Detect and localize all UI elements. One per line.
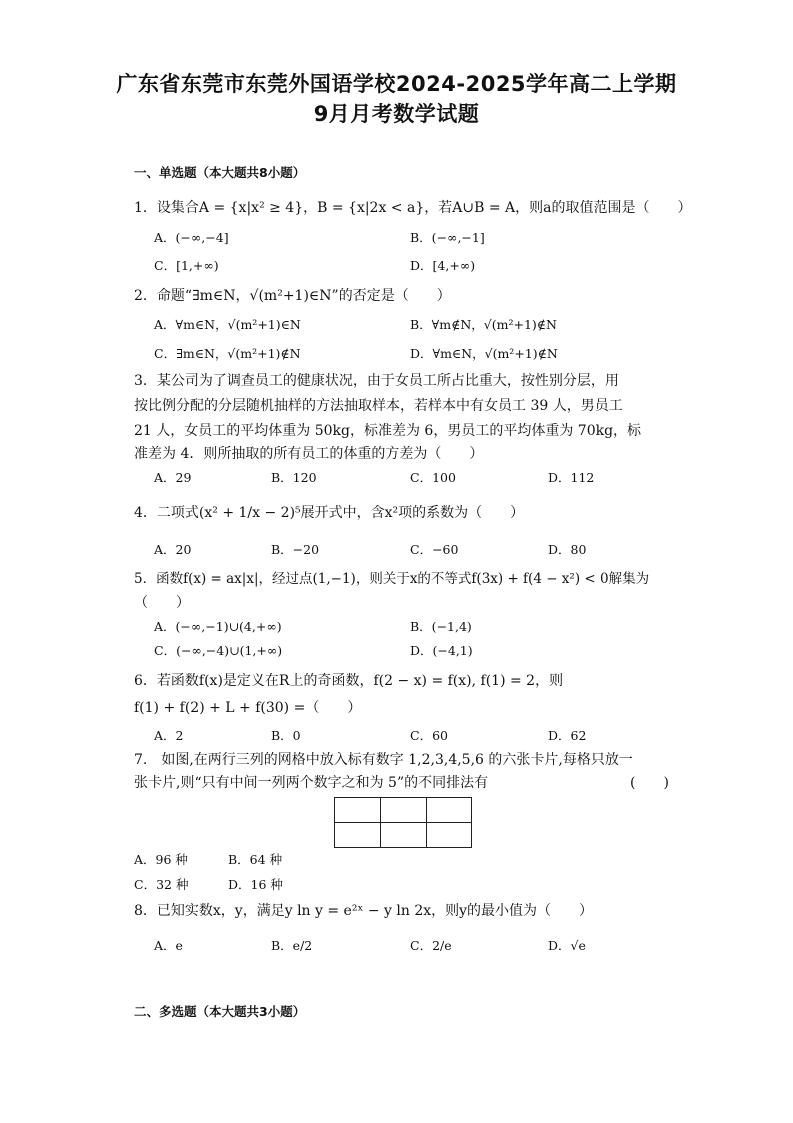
question-7-option-a: A．96 种: [134, 852, 188, 867]
question-7-option-c: C．32 种: [134, 877, 189, 892]
question-3-stem-line-3: 21 人，女员工的平均体重为 50kg，标准差为 6，男员工的平均体重为 70kg，标: [134, 423, 642, 439]
question-6-option-b: B．0: [271, 728, 301, 743]
question-3-option-b: B．120: [271, 470, 317, 485]
question-1-option-a: A．(−∞,−4]: [154, 230, 229, 245]
document-title-line-2: 9月月考数学试题: [313, 102, 480, 126]
two-by-three-grid-figure: [334, 797, 472, 848]
question-4-option-c: C．−60: [410, 542, 459, 557]
question-5-stem-line-2: （ ）: [134, 595, 190, 611]
question-7-answer-paren: ( ): [630, 775, 669, 791]
question-8-option-a: A．e: [154, 938, 183, 953]
question-6-option-a: A．2: [154, 728, 184, 743]
question-2-option-b: B．∀m∉N，√(m²+1)∉N: [410, 317, 557, 332]
question-1-stem: 1．设集合A = {x|x² ≥ 4}，B = {x|2x < a}，若A∪B = A，则a的取值范围是（ ）: [134, 200, 692, 216]
question-6-option-d: D．62: [548, 728, 587, 743]
question-3-option-a: A．29: [154, 470, 192, 485]
question-5-option-c: C．(−∞,−4)∪(1,+∞): [154, 643, 283, 658]
question-7-option-d: D．16 种: [228, 877, 283, 892]
question-5-option-a: A．(−∞,−1)∪(4,+∞): [154, 619, 282, 634]
document-title-line-1: 广东省东莞市东莞外国语学校2024-2025学年高二上学期: [116, 72, 677, 96]
question-3-option-c: C．100: [410, 470, 456, 485]
question-3-stem-line-1: 3．某公司为了调查员工的健康状况，由于女员工所占比重大，按性别分层，用: [134, 373, 619, 389]
question-4-option-b: B．−20: [271, 542, 320, 557]
question-4-stem: 4．二项式(x² + 1/x − 2)⁵展开式中，含x²项的系数为（ ）: [134, 505, 525, 521]
grid-row-divider: [335, 822, 471, 823]
question-5-option-b: B．(−1,4): [410, 619, 472, 634]
question-3-option-d: D．112: [548, 470, 595, 485]
question-8-stem: 8．已知实数x，y，满足y ln y = e²ˣ − y ln 2x，则y的最小值为（ ）: [134, 903, 594, 919]
section-heading-single-choice: 一、单选题（本大题共8小题）: [134, 165, 306, 180]
section-heading-multiple-choice: 二、多选题（本大题共3小题）: [134, 1004, 306, 1019]
question-1-option-d: D．[4,+∞): [410, 258, 476, 273]
question-7-stem-line-1: 7. 如图,在两行三列的网格中放入标有数字 1,2,3,4,5,6 的六张卡片,每格只放一: [134, 752, 633, 768]
question-2-option-d: D．∀m∈N，√(m²+1)∉N: [410, 346, 558, 361]
question-2-option-a: A．∀m∈N，√(m²+1)∈N: [154, 317, 301, 332]
question-3-stem-line-4: 准差为 4．则所抽取的所有员工的体重的方差为（ ）: [134, 446, 484, 462]
question-4-option-d: D．80: [548, 542, 587, 557]
question-6-option-c: C．60: [410, 728, 448, 743]
question-5-stem-line-1: 5．函数f(x) = ax|x|，经过点(1,−1)，则关于x的不等式f(3x) + f(4 − x²) < 0解集为: [134, 571, 650, 587]
question-8-option-d: D．√e: [548, 938, 586, 953]
question-2-stem: 2．命题“∃m∈N，√(m²+1)∈N”的否定是（ ）: [134, 288, 451, 304]
question-4-option-a: A．20: [154, 542, 192, 557]
question-6-stem-line-2: f(1) + f(2) + L + f(30) =（ ）: [134, 700, 362, 716]
question-7-option-b: B．64 种: [228, 852, 283, 867]
question-1-option-b: B．(−∞,−1]: [410, 230, 485, 245]
question-7-stem-line-2: 张卡片,则“只有中间一列两个数字之和为 5”的不同排法有: [134, 775, 489, 791]
question-2-option-c: C．∃m∈N，√(m²+1)∉N: [154, 346, 301, 361]
question-3-stem-line-2: 按比例分配的分层随机抽样的方法抽取样本，若样本中有女员工 39 人，男员工: [134, 398, 623, 414]
question-8-option-c: C．2/e: [410, 938, 452, 953]
question-5-option-d: D．(−4,1): [410, 643, 473, 658]
question-6-stem-line-1: 6．若函数f(x)是定义在R上的奇函数，f(2 − x) = f(x), f(1) = 2，则: [134, 673, 564, 689]
question-8-option-b: B．e/2: [271, 938, 313, 953]
question-1-option-c: C．[1,+∞): [154, 258, 219, 273]
